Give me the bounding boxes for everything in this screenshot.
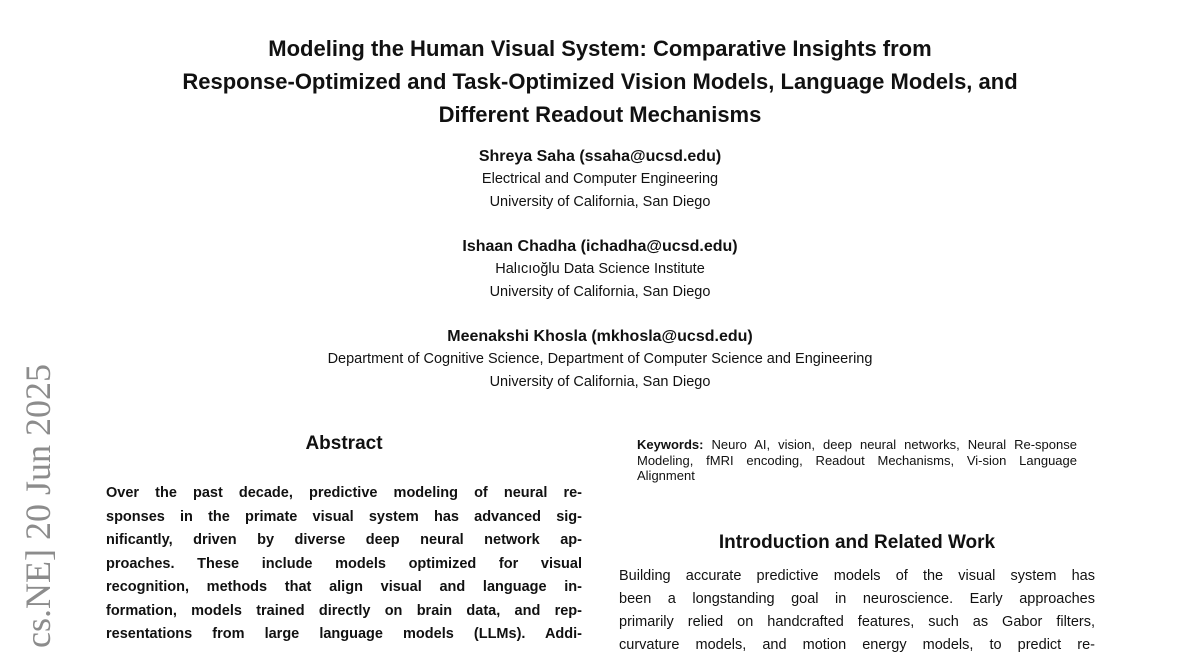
- keywords: [637, 437, 1077, 484]
- introduction-line: Building accurate predictive models of the visual system has: [619, 568, 1095, 584]
- paper-title: [0, 32, 1200, 131]
- abstract-line: recognition, methods that align visual and language in-: [106, 579, 582, 595]
- author-name: Meenakshi Khosla (mkhosla@ucsd.edu): [447, 328, 753, 345]
- author-block-saha: [0, 146, 1200, 214]
- title-line: Response-Optimized and Task-Optimized Vision Models, Language Models, and: [182, 69, 1018, 94]
- author-affiliation: Department of Cognitive Science, Department of Computer Science and Engineering: [327, 351, 873, 367]
- introduction-body: [619, 565, 1095, 657]
- author-affiliation: University of California, San Diego: [489, 374, 711, 390]
- author-affiliation: University of California, San Diego: [489, 284, 711, 300]
- abstract-line: sponses in the primate visual system has advanced sig-: [106, 508, 582, 525]
- author-block-chadha: [0, 236, 1200, 304]
- introduction-line: been a longstanding goal in neuroscience. Early approaches: [619, 591, 1095, 607]
- abstract-heading: Abstract: [305, 433, 383, 454]
- abstract-line: resentations from large language models (LLMs). Addi-: [106, 626, 582, 642]
- abstract-line: nificantly, driven by diverse deep neural network ap-: [106, 532, 582, 548]
- author-name: Ishaan Chadha (ichadha@ucsd.edu): [462, 238, 738, 255]
- arxiv-stamp: cs.NE] 20 Jun 2025: [18, 364, 58, 648]
- keywords-text: Neuro AI, vision, deep neural networks, Neural Re-sponse Modeling, fMRI encoding, Readout Mechanisms, Vi-sion Language Alignment: [637, 437, 1077, 483]
- abstract-line: proaches. These include models optimized for visual: [106, 555, 582, 572]
- author-affiliation: University of California, San Diego: [489, 194, 711, 210]
- abstract-line: formation, models trained directly on brain data, and rep-: [106, 602, 582, 619]
- title-line: Different Readout Mechanisms: [438, 102, 762, 127]
- author-block-khosla: [0, 326, 1200, 394]
- author-affiliation: Electrical and Computer Engineering: [481, 171, 719, 187]
- section-heading-introduction: Introduction and Related Work: [718, 532, 996, 553]
- author-name: Shreya Saha (ssaha@ucsd.edu): [478, 148, 722, 165]
- abstract-line: Over the past decade, predictive modeling of neural re-: [106, 485, 582, 501]
- title-line: Modeling the Human Visual System: Comparative Insights from: [268, 36, 932, 61]
- abstract-body: [106, 482, 582, 647]
- author-affiliation: Halıcıoğlu Data Science Institute: [495, 261, 705, 277]
- keywords-label: Keywords:: [637, 437, 704, 452]
- introduction-line: primarily relied on handcrafted features, such as Gabor filters,: [619, 614, 1095, 630]
- introduction-line: curvature models, and motion energy models, to predict re-: [619, 637, 1095, 653]
